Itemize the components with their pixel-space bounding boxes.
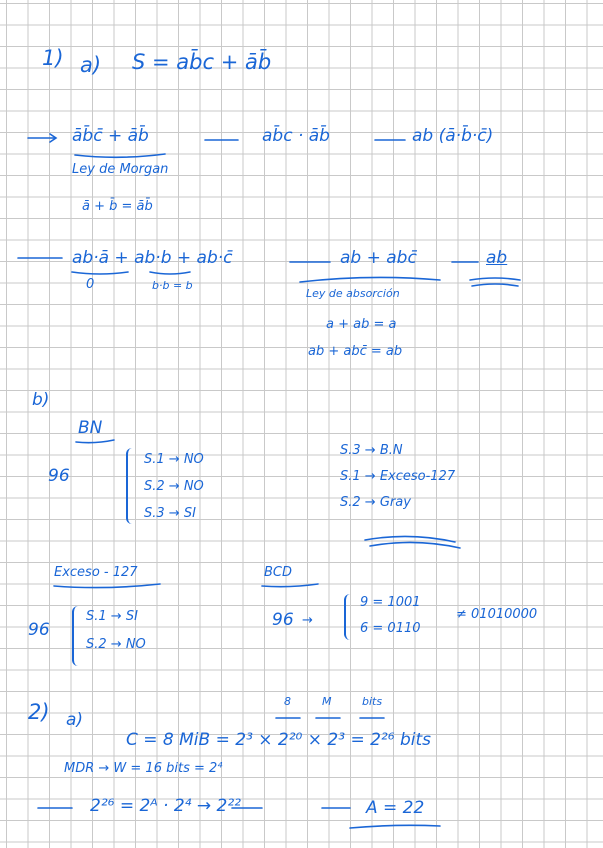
exceso-s1: S.1 → SI — [86, 609, 138, 624]
absorcion-eq2: ab + abc̄ = ab — [308, 344, 403, 359]
number-96: 96 — [48, 466, 70, 486]
row2-result: ab — [486, 248, 508, 268]
underline-stroke — [370, 542, 460, 548]
exceso-96: 96 — [28, 620, 50, 640]
row2-simplified: ab + abc̄ — [340, 248, 417, 268]
underline-stroke — [54, 584, 160, 588]
underline-stroke — [262, 584, 318, 587]
subpart-label: a) — [80, 53, 102, 77]
exceso-title: Exceso - 127 — [54, 565, 138, 580]
map-s2: S.2 → Gray — [340, 495, 411, 510]
underline-stroke — [72, 272, 128, 274]
capacity-eq: C = 8 MiB = 2³ × 2²⁰ × 2³ = 2²⁶ bits — [126, 730, 431, 750]
annot-M: M — [322, 695, 332, 708]
brace-icon — [126, 448, 138, 524]
final-answer: A = 22 — [366, 798, 425, 818]
brace-stroke — [300, 277, 440, 282]
subpart-label: b) — [32, 390, 50, 410]
exceso-s2: S.2 → NO — [86, 637, 146, 652]
annot-8: 8 — [284, 695, 291, 708]
annot-bits: bits — [362, 695, 383, 708]
brace-icon — [344, 594, 354, 640]
underline-stroke — [76, 440, 114, 443]
underline-stroke — [350, 825, 440, 828]
brace-icon — [72, 606, 84, 666]
bn-s1: S.1 → NO — [144, 452, 204, 467]
bn-title: BN — [78, 418, 103, 438]
subpart-label: a) — [66, 710, 84, 730]
underline-stroke — [470, 278, 520, 280]
bcd-9: 9 = 1001 — [360, 595, 421, 610]
map-s3: S.3 → B.N — [340, 443, 403, 458]
absorcion-eq1: a + ab = a — [326, 317, 397, 332]
bcd-not-equal: ≠ 01010000 — [456, 607, 538, 622]
underline-stroke — [150, 272, 190, 274]
map-s1: S.1 → Exceso-127 — [340, 469, 456, 484]
underline-stroke — [75, 154, 165, 157]
bcd-6: 6 = 0110 — [360, 621, 421, 636]
law-morgan-eq: ā + b̄ = āb̄ — [82, 199, 153, 214]
equation-s: S = ab̄c + āb̄ — [132, 50, 272, 74]
row1-left-expr: āb̄c̄ + āb̄ — [72, 126, 149, 146]
law-absorcion: Ley de absorción — [306, 287, 400, 300]
row1-mid-expr: ab̄c · āb̄ — [262, 126, 330, 146]
bn-s3: S.3 → SI — [144, 506, 196, 521]
underline-stroke — [472, 284, 518, 286]
zero-note: 0 — [86, 277, 95, 292]
bb-note: b·b = b — [152, 279, 193, 292]
underline-stroke — [365, 536, 455, 542]
mdr-eq: MDR → W = 16 bits = 2⁴ — [64, 761, 223, 776]
row1-right-expr: ab (ā·b̄·c̄) — [412, 126, 494, 146]
problem-number: 2) — [28, 700, 50, 724]
bn-s2: S.2 → NO — [144, 479, 204, 494]
arrow-icon: → — [302, 613, 313, 628]
row2-expansion: ab·ā + ab·b + ab·c̄ — [72, 248, 233, 268]
problem-number: 1) — [42, 46, 64, 70]
final-chain: 2²⁶ = 2ᴬ · 2⁴ → 2²² — [90, 796, 241, 816]
law-morgan: Ley de Morgan — [72, 162, 169, 177]
bcd-96: 96 — [272, 610, 294, 630]
bcd-title: BCD — [264, 565, 293, 580]
